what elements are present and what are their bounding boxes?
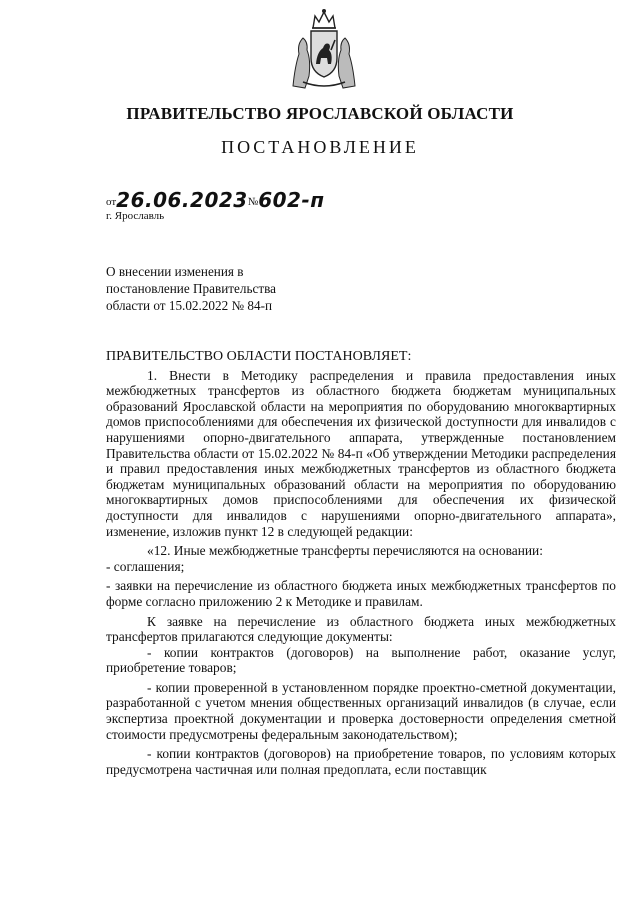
paragraph: - копии контрактов (договоров) на приобретение товаров, по условиям которых предусмотрена частичная или полная предоплата, если поставщик bbox=[106, 746, 616, 777]
document-number: 602-п bbox=[258, 188, 325, 212]
date-prefix: от bbox=[106, 196, 117, 208]
paragraph: «12. Иные межбюджетные трансферты перечисляются на основании: bbox=[147, 543, 543, 559]
coat-of-arms-icon bbox=[281, 6, 367, 92]
paragraph: 1. Внести в Методику распределения и правила предоставления иных межбюджетных трансфертов из областного бюджета бюджетам муниципальных образований Ярославской области на мероприятия по оборудованию многоквартирных домов приспособлениями для обеспечения их физической доступности для инвалидов с нарушениями опорно-двигательного аппарата, утвержденные постановлением Правительства области от 15.02.2022 № 84-п «Об утверждении Методики распределения и правил предоставления иных межбюджетных трансфертов из областного бюджета бюджетам муниципальных образований области на мероприятия по оборудованию многоквартирных домов приспособлениями для обеспечения их физической доступности для инвалидов с нарушениями опорно-двигательного аппарата», изменение, изложив пункт 12 в следующей редакции: bbox=[106, 367, 616, 539]
paragraph: - копии контрактов (договоров) на выполнение работ, оказание услуг, приобретение товаров; bbox=[106, 644, 616, 676]
document-date: 26.06.2023 bbox=[116, 188, 248, 212]
paragraph: К заявке на перечисление из областного бюджета иных межбюджетных трансфертов прилагаются следующие документы: bbox=[106, 613, 616, 645]
government-title: ПРАВИТЕЛЬСТВО ЯРОСЛАВСКОЙ ОБЛАСТИ bbox=[126, 104, 514, 123]
subject-line: области от 15.02.2022 № 84-п bbox=[106, 298, 273, 313]
paragraph: - заявки на перечисление из областного бюджета иных межбюджетных трансфертов по форме согласно приложению 2 к Методике и правилам. bbox=[106, 578, 616, 609]
paragraph: - соглашения; bbox=[106, 558, 185, 574]
date-number-line bbox=[106, 186, 325, 210]
document-body bbox=[106, 349, 616, 777]
city: г. Ярославль bbox=[106, 210, 165, 222]
document-type: ПОСТАНОВЛЕНИЕ bbox=[221, 137, 419, 157]
paragraph: - копии проверенной в установленном порядке проектно-сметной документации, разработанной с учетом мнения общественных организаций инвалидов (в случае, если экспертиза проектной документации и проверка достоверности определения сметной стоимости предусмотрены федеральным законодательством); bbox=[106, 679, 616, 742]
subject-line: О внесении изменения в bbox=[106, 264, 244, 279]
subject-line: постановление Правительства bbox=[106, 281, 277, 296]
document-subject bbox=[106, 263, 276, 314]
number-prefix: № bbox=[247, 196, 259, 208]
decree-heading: ПРАВИТЕЛЬСТВО ОБЛАСТИ ПОСТАНОВЛЯЕТ: bbox=[106, 349, 412, 364]
